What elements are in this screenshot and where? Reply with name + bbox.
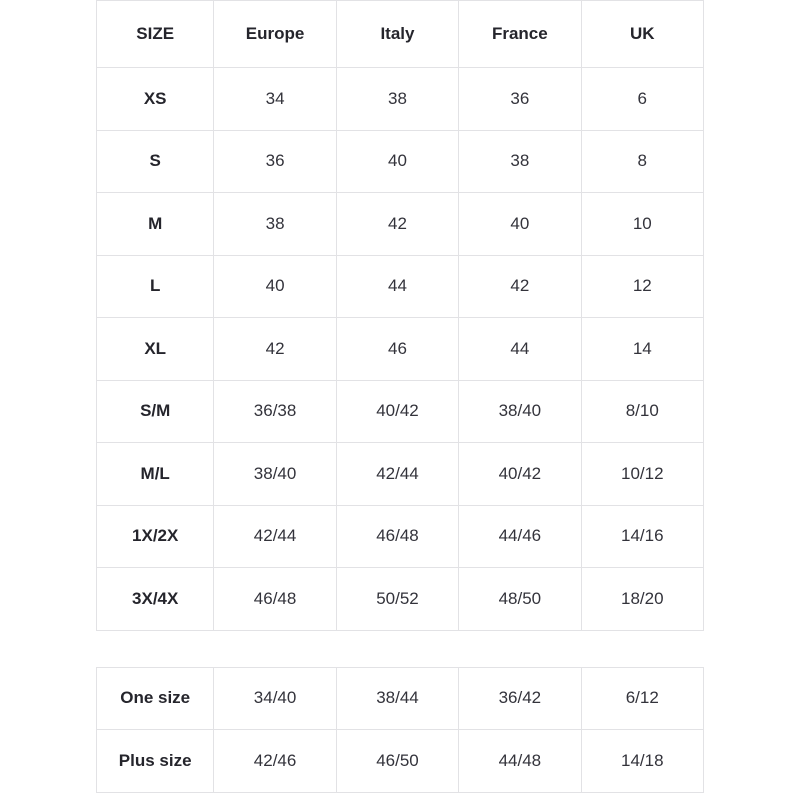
cell-italy: 38 <box>336 68 458 131</box>
table-spacer <box>96 631 704 667</box>
cell-italy: 42 <box>336 193 458 256</box>
cell-uk: 14 <box>581 318 703 381</box>
cell-europe: 36 <box>214 130 336 193</box>
cell-europe: 40 <box>214 255 336 318</box>
cell-france: 44/48 <box>459 730 581 793</box>
cell-europe: 38 <box>214 193 336 256</box>
cell-france: 38/40 <box>459 380 581 443</box>
row-label: M <box>97 193 214 256</box>
cell-europe: 42/44 <box>214 505 336 568</box>
table-row <box>97 568 704 631</box>
cell-uk: 6 <box>581 68 703 131</box>
cell-france: 44/46 <box>459 505 581 568</box>
cell-uk: 8/10 <box>581 380 703 443</box>
row-label: S <box>97 130 214 193</box>
column-header-size: SIZE <box>97 1 214 68</box>
table-row <box>97 68 704 131</box>
cell-france: 36 <box>459 68 581 131</box>
cell-uk: 14/16 <box>581 505 703 568</box>
cell-europe: 46/48 <box>214 568 336 631</box>
cell-france: 48/50 <box>459 568 581 631</box>
cell-france: 44 <box>459 318 581 381</box>
column-header-europe: Europe <box>214 1 336 68</box>
table-row <box>97 130 704 193</box>
cell-europe: 42 <box>214 318 336 381</box>
table-row <box>97 730 704 793</box>
table-header-row <box>97 1 704 68</box>
column-header-italy: Italy <box>336 1 458 68</box>
cell-europe: 34/40 <box>214 667 336 730</box>
cell-france: 42 <box>459 255 581 318</box>
cell-europe: 34 <box>214 68 336 131</box>
row-label: M/L <box>97 443 214 506</box>
cell-france: 40 <box>459 193 581 256</box>
column-header-uk: UK <box>581 1 703 68</box>
cell-italy: 50/52 <box>336 568 458 631</box>
row-label: 1X/2X <box>97 505 214 568</box>
cell-italy: 46 <box>336 318 458 381</box>
row-label: One size <box>97 667 214 730</box>
table-row <box>97 443 704 506</box>
cell-france: 38 <box>459 130 581 193</box>
cell-italy: 38/44 <box>336 667 458 730</box>
table-row <box>97 505 704 568</box>
cell-france: 36/42 <box>459 667 581 730</box>
cell-france: 40/42 <box>459 443 581 506</box>
row-label: 3X/4X <box>97 568 214 631</box>
cell-italy: 42/44 <box>336 443 458 506</box>
cell-uk: 10/12 <box>581 443 703 506</box>
cell-uk: 18/20 <box>581 568 703 631</box>
cell-italy: 44 <box>336 255 458 318</box>
row-label: XS <box>97 68 214 131</box>
row-label: L <box>97 255 214 318</box>
special-size-table <box>96 667 704 793</box>
cell-italy: 40/42 <box>336 380 458 443</box>
column-header-france: France <box>459 1 581 68</box>
table-row <box>97 193 704 256</box>
cell-italy: 46/48 <box>336 505 458 568</box>
table-row <box>97 380 704 443</box>
standard-size-table <box>96 0 704 631</box>
cell-italy: 40 <box>336 130 458 193</box>
cell-europe: 38/40 <box>214 443 336 506</box>
row-label: Plus size <box>97 730 214 793</box>
cell-uk: 12 <box>581 255 703 318</box>
table-row <box>97 255 704 318</box>
cell-europe: 42/46 <box>214 730 336 793</box>
table-row <box>97 667 704 730</box>
row-label: XL <box>97 318 214 381</box>
cell-italy: 46/50 <box>336 730 458 793</box>
cell-europe: 36/38 <box>214 380 336 443</box>
row-label: S/M <box>97 380 214 443</box>
table-row <box>97 318 704 381</box>
cell-uk: 10 <box>581 193 703 256</box>
cell-uk: 8 <box>581 130 703 193</box>
cell-uk: 6/12 <box>581 667 703 730</box>
cell-uk: 14/18 <box>581 730 703 793</box>
